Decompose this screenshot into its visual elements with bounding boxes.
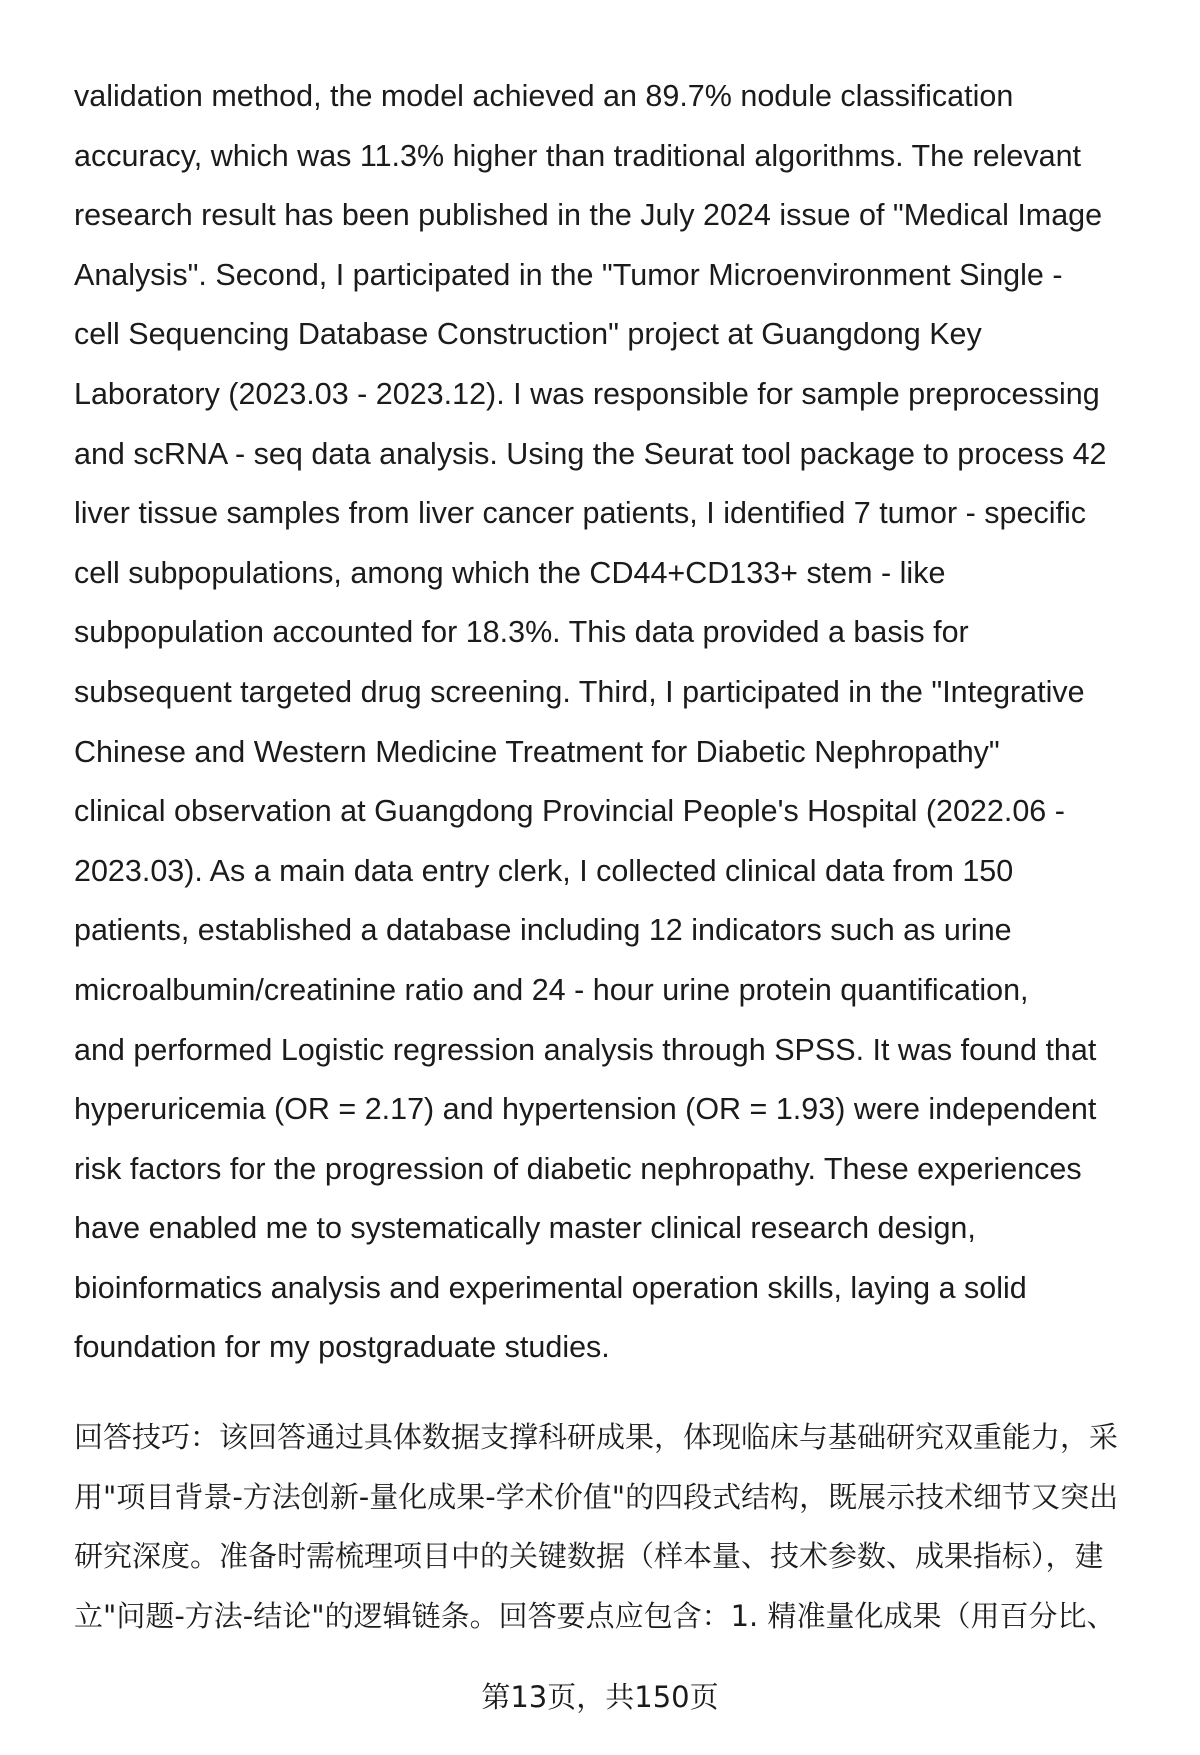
paragraph-line: 2023.03). As a main data entry clerk, I collected clinical data from 150 (74, 853, 1014, 888)
paragraph-line: foundation for my postgraduate studies. (74, 1330, 610, 1365)
tips-line: 立"问题-方法-结论"的逻辑链条。回答要点应包含：1. 精准量化成果（用百分比、 (74, 1599, 1116, 1634)
paragraph-line: patients, established a database including 12 indicators such as urine (74, 913, 1012, 948)
answer-paragraph (74, 67, 1156, 1378)
paragraph-line: hyperuricemia (OR = 2.17) and hypertension (OR = 1.93) were independent (74, 1092, 1097, 1127)
paragraph-line: research result has been published in the July 2024 issue of "Medical Image (74, 198, 1103, 233)
paragraph-line: liver tissue samples from liver cancer patients, I identified 7 tumor - specific (74, 496, 1086, 531)
page-number: 第13页，共150页 (481, 1680, 719, 1714)
paragraph-line: subpopulation accounted for 18.3%. This data provided a basis for (74, 615, 969, 650)
paragraph-line: microalbumin/creatinine ratio and 24 - hour urine protein quantification, (74, 972, 1029, 1007)
answer-tips-paragraph (74, 1408, 1156, 1647)
paragraph-line: subsequent targeted drug screening. Third, I participated in the "Integrative (74, 674, 1085, 709)
paragraph-line: Laboratory (2023.03 - 2023.12). I was responsible for sample preprocessing (74, 376, 1100, 411)
paragraph-line: Chinese and Western Medicine Treatment for Diabetic Nephropathy" (74, 734, 1000, 769)
paragraph-line: risk factors for the progression of diabetic nephropathy. These experiences (74, 1151, 1082, 1186)
paragraph-line: clinical observation at Guangdong Provincial People's Hospital (2022.06 - (74, 794, 1065, 829)
paragraph-line: have enabled me to systematically master clinical research design, (74, 1211, 976, 1246)
paragraph-line: validation method, the model achieved an 89.7% nodule classification (74, 79, 1014, 113)
paragraph-line: Analysis". Second, I participated in the "Tumor Microenvironment Single - (74, 257, 1063, 292)
tips-line: 研究深度。准备时需梳理项目中的关键数据（样本量、技术参数、成果指标），建 (74, 1539, 1104, 1574)
paragraph-line: and performed Logistic regression analysis through SPSS. It was found that (74, 1032, 1097, 1067)
paragraph-line: cell subpopulations, among which the CD44+CD133+ stem - like (74, 555, 946, 590)
tips-line: 回答技巧：该回答通过具体数据支撑科研成果，体现临床与基础研究双重能力，采 (74, 1420, 1119, 1454)
tips-line: 用"项目背景-方法创新-量化成果-学术价值"的四段式结构，既展示技术细节又突出 (74, 1479, 1119, 1514)
paragraph-line: and scRNA - seq data analysis. Using the Seurat tool package to process 42 (74, 436, 1107, 471)
paragraph-line: bioinformatics analysis and experimental operation skills, laying a solid (74, 1270, 1027, 1305)
paragraph-line: accuracy, which was 11.3% higher than traditional algorithms. The relevant (74, 138, 1082, 173)
paragraph-line: cell Sequencing Database Construction" project at Guangdong Key (74, 317, 982, 352)
